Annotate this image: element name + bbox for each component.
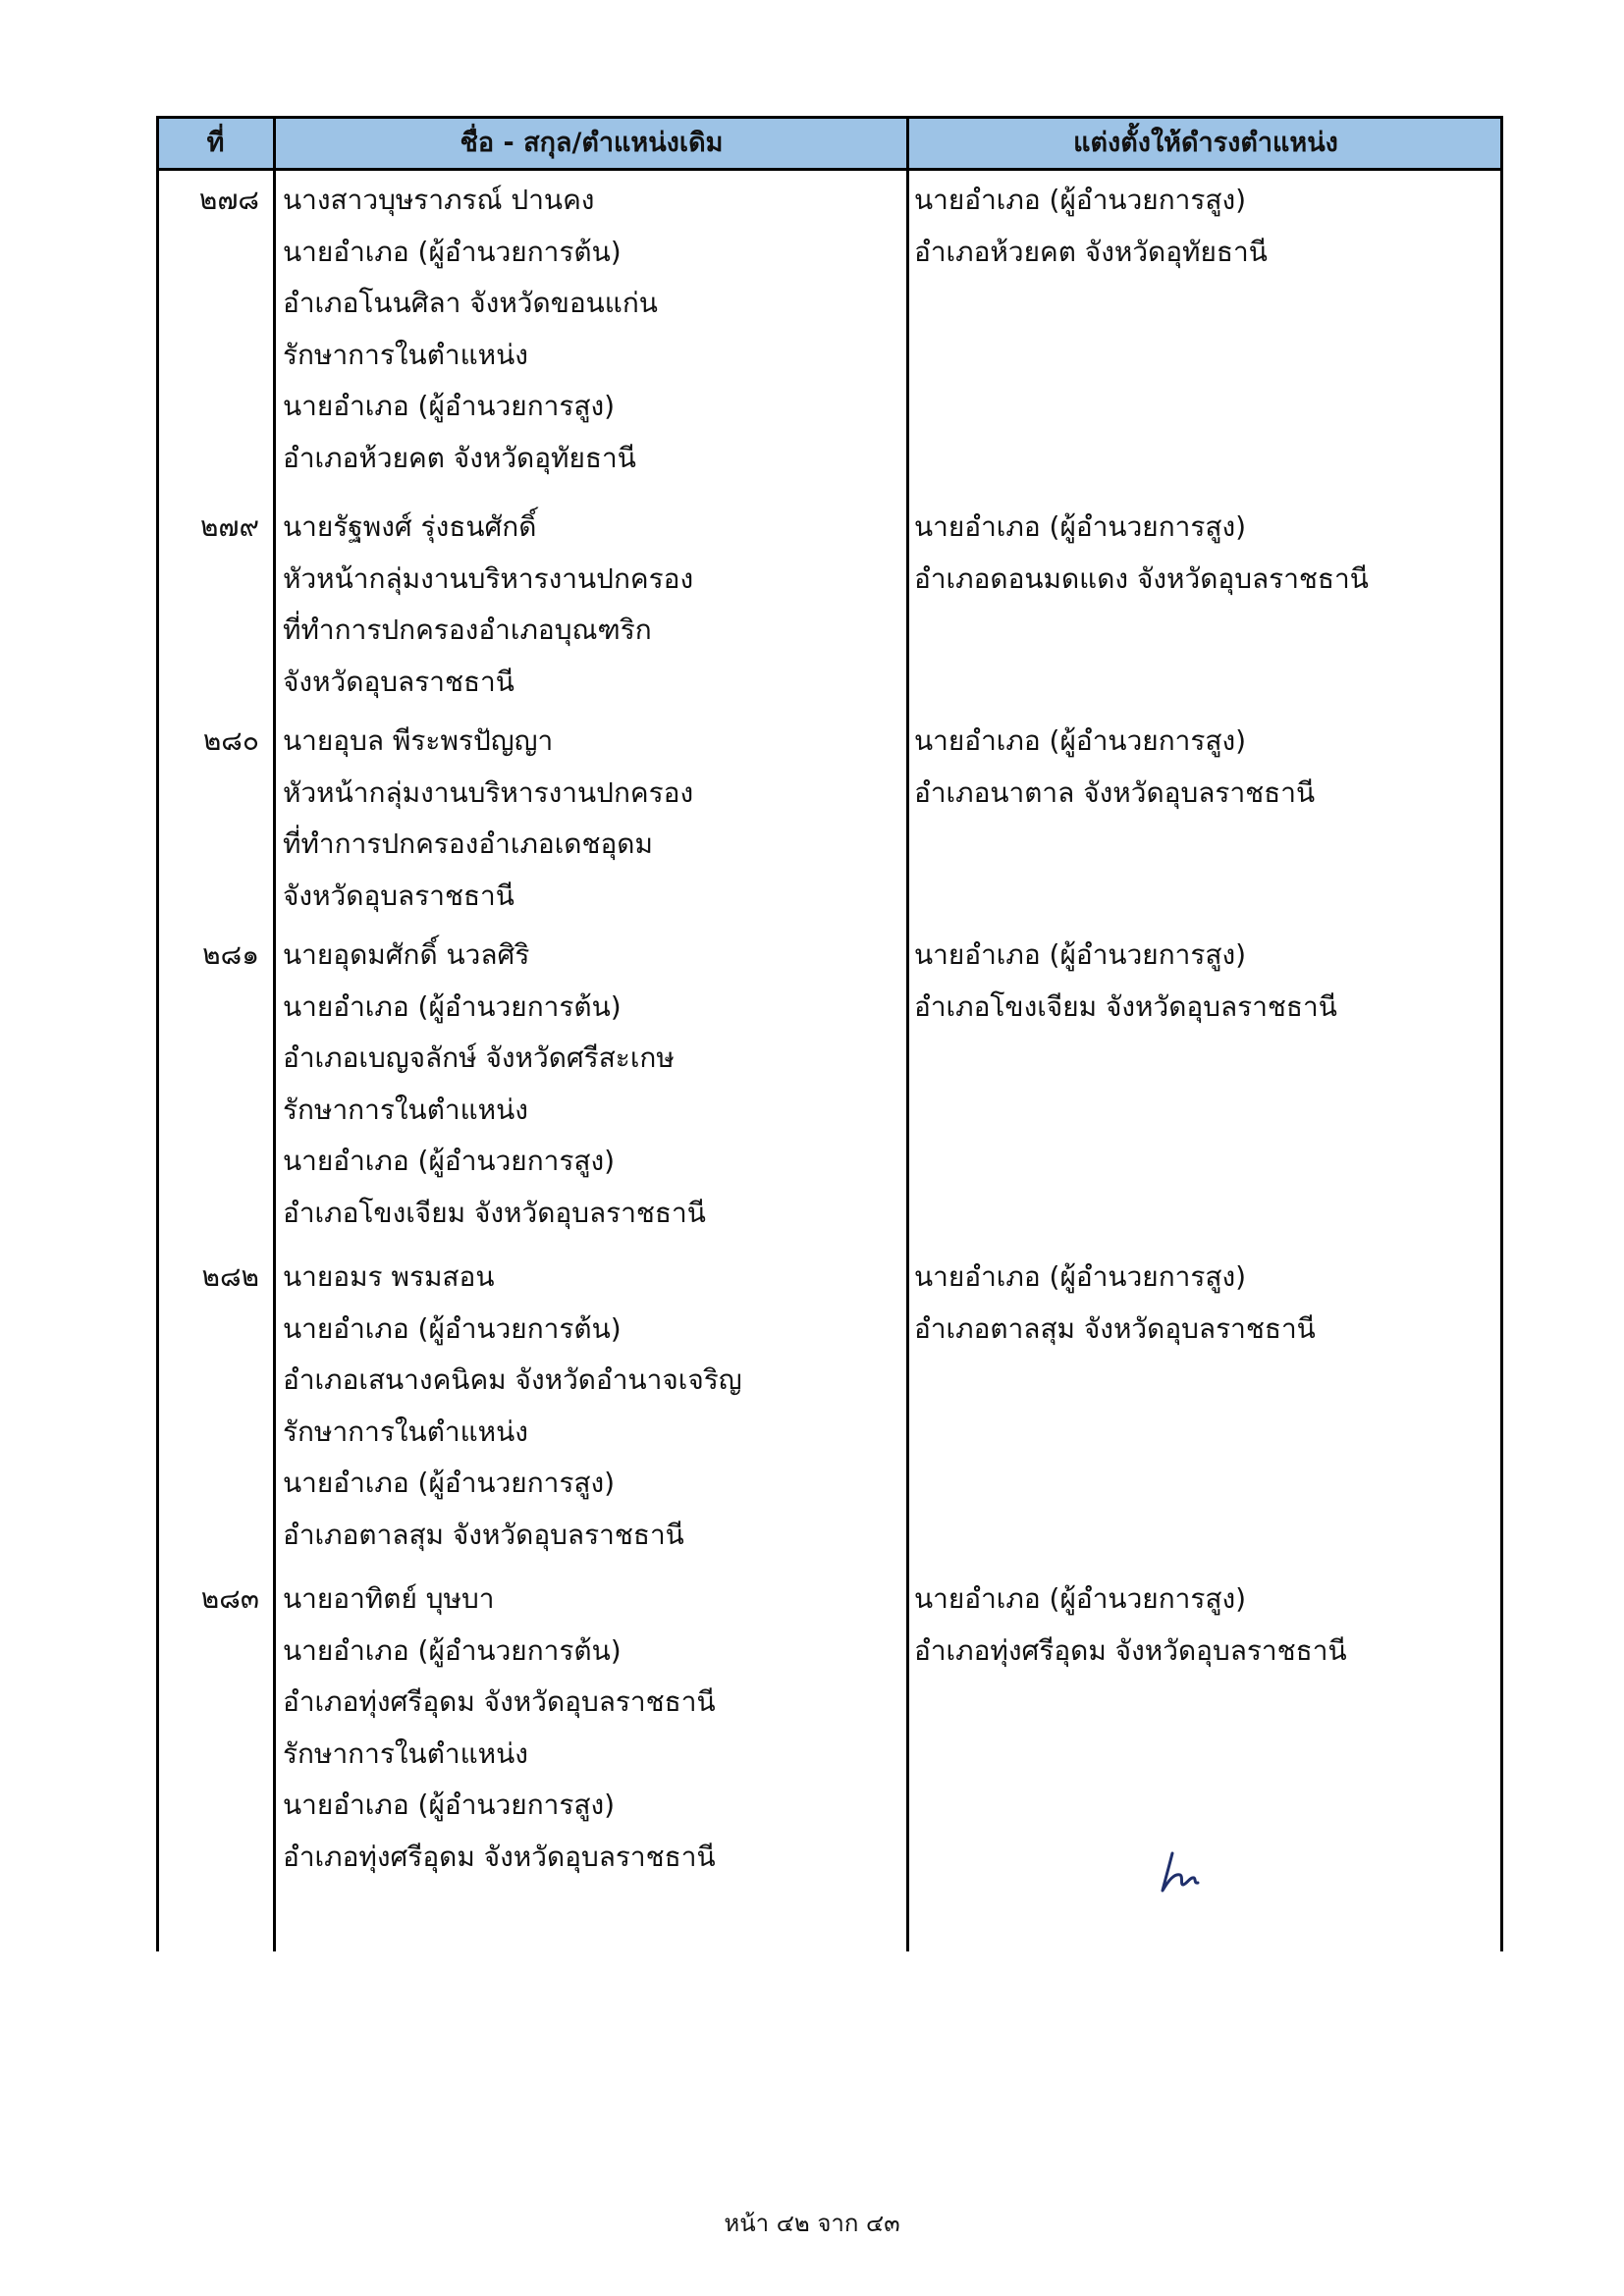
new-position-line: อำเภอดอนมดแดง จังหวัดอุบลราชธานี [914, 561, 1369, 595]
new-position-line: นายอำเภอ (ผู้อำนวยการสูง) [914, 938, 1247, 971]
table-row [156, 1574, 1503, 1888]
new-position-line: อำเภอนาตาล จังหวัดอุบลราชธานี [914, 775, 1316, 809]
entry-number: ๒๗๘ [198, 184, 259, 216]
old-position-cell [283, 502, 901, 708]
old-position-line: นายอำเภอ (ผู้อำนวยการสูง) [283, 1789, 616, 1821]
old-position-line: รักษาการในตำแหน่ง [283, 1736, 528, 1770]
old-position-line: อำเภอเสนางคนิคม จังหวัดอำนาจเจริญ [283, 1363, 742, 1396]
new-position-cell [914, 1252, 1498, 1355]
new-position-line: อำเภอห้วยคต จังหวัดอุทัยธานี [914, 235, 1268, 268]
header-new-position: แต่งตั้งให้ดำรงตำแหน่ง [1073, 128, 1338, 158]
old-position-cell [283, 930, 901, 1239]
new-position-cell [914, 175, 1498, 278]
table-row [156, 1252, 1503, 1574]
new-position-cell [914, 716, 1498, 819]
entry-number: ๒๘๐ [202, 724, 259, 757]
table-header [156, 116, 1503, 171]
person-name: นางสาวบุษราภรณ์ ปานคง [283, 184, 595, 216]
old-position-line: อำเภอโขงเจียม จังหวัดอุบลราชธานี [283, 1196, 706, 1229]
old-position-line: รักษาการในตำแหน่ง [283, 1093, 528, 1126]
new-position-cell [914, 502, 1498, 605]
table-row [156, 175, 1503, 502]
old-position-line: อำเภอห้วยคต จังหวัดอุทัยธานี [283, 441, 636, 474]
person-name: นายอุดมศักดิ์ นวลศิริ [283, 938, 530, 971]
old-position-line: ที่ทำการปกครองอำเภอเดชอุดม [283, 828, 653, 860]
old-position-cell [283, 175, 901, 484]
entry-number: ๒๗๙ [199, 510, 259, 543]
old-position-line: นายอำเภอ (ผู้อำนวยการต้น) [283, 235, 622, 268]
old-position-line: ที่ทำการปกครองอำเภอบุณฑริก [283, 614, 652, 646]
old-position-line: อำเภอทุ่งศรีอุดม จังหวัดอุบลราชธานี [283, 1840, 716, 1873]
old-position-line: จังหวัดอุบลราชธานี [283, 665, 514, 698]
old-position-cell [283, 1574, 901, 1883]
old-position-line: รักษาการในตำแหน่ง [283, 1415, 528, 1448]
appointment-table [156, 116, 1503, 1951]
old-position-line: อำเภอเบญจลักษ์ จังหวัดศรีสะเกษ [283, 1041, 675, 1074]
old-position-cell [283, 716, 901, 922]
table-body [156, 175, 1503, 1888]
old-position-line: อำเภอทุ่งศรีอุดม จังหวัดอุบลราชธานี [283, 1685, 716, 1718]
entry-number: ๒๘๓ [200, 1582, 259, 1615]
old-position-line: รักษาการในตำแหน่ง [283, 338, 528, 371]
table-row [156, 716, 1503, 930]
new-position-line: นายอำเภอ (ผู้อำนวยการสูง) [914, 510, 1247, 543]
new-position-cell [914, 930, 1498, 1033]
person-name: นายอาทิตย์ บุษบา [283, 1582, 495, 1615]
new-position-line: นายอำเภอ (ผู้อำนวยการสูง) [914, 184, 1247, 216]
new-position-cell [914, 1574, 1498, 1677]
old-position-cell [283, 1252, 901, 1561]
header-name-old-position: ชื่อ - สกุล/ตำแหน่งเดิม [460, 128, 724, 158]
header-number: ที่ [206, 128, 225, 158]
new-position-line: นายอำเภอ (ผู้อำนวยการสูง) [914, 1582, 1247, 1615]
old-position-line: นายอำเภอ (ผู้อำนวยการสูง) [283, 390, 616, 422]
table-row [156, 502, 1503, 716]
person-name: นายรัฐพงศ์ รุ่งธนศักดิ์ [283, 510, 537, 543]
new-position-line: นายอำเภอ (ผู้อำนวยการสูง) [914, 1260, 1247, 1293]
old-position-line: อำเภอตาลสุม จังหวัดอุบลราชธานี [283, 1518, 684, 1551]
person-name: นายอุบล พีระพรปัญญา [283, 724, 554, 757]
entry-number: ๒๘๑ [202, 938, 259, 971]
table-row [156, 930, 1503, 1252]
person-name: นายอมร พรมสอน [283, 1260, 495, 1293]
new-position-line: อำเภอตาลสุม จังหวัดอุบลราชธานี [914, 1311, 1316, 1345]
old-position-line: นายอำเภอ (ผู้อำนวยการต้น) [283, 989, 622, 1023]
page-number: หน้า ๔๒ จาก ๔๓ [724, 2210, 900, 2237]
old-position-line: นายอำเภอ (ผู้อำนวยการต้น) [283, 1633, 622, 1667]
old-position-line: นายอำเภอ (ผู้อำนวยการต้น) [283, 1311, 622, 1345]
new-position-line: อำเภอทุ่งศรีอุดม จังหวัดอุบลราชธานี [914, 1633, 1347, 1667]
old-position-line: นายอำเภอ (ผู้อำนวยการสูง) [283, 1145, 616, 1177]
old-position-line: หัวหน้ากลุ่มงานบริหารงานปกครอง [283, 775, 694, 809]
old-position-line: จังหวัดอุบลราชธานี [283, 879, 514, 912]
entry-number: ๒๘๒ [201, 1260, 259, 1293]
new-position-line: อำเภอโขงเจียม จังหวัดอุบลราชธานี [914, 989, 1337, 1023]
old-position-line: หัวหน้ากลุ่มงานบริหารงานปกครอง [283, 561, 694, 595]
old-position-line: นายอำเภอ (ผู้อำนวยการสูง) [283, 1467, 616, 1499]
signature-mark [1157, 1847, 1216, 1896]
new-position-line: นายอำเภอ (ผู้อำนวยการสูง) [914, 724, 1247, 757]
old-position-line: อำเภอโนนศิลา จังหวัดขอนแก่น [283, 287, 658, 319]
